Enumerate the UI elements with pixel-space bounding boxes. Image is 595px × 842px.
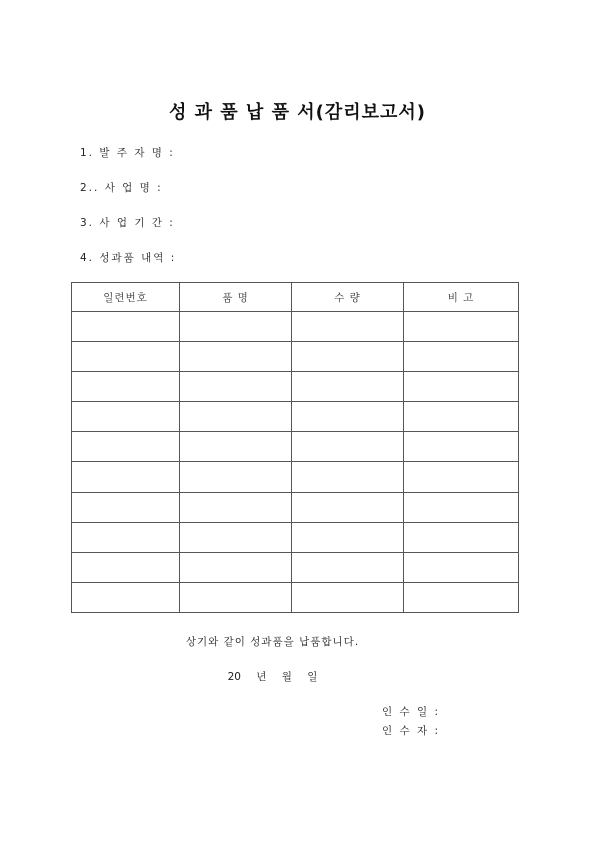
table-row (72, 582, 519, 612)
serial-number-header: 일련번호 (72, 283, 180, 312)
deliverables-table (71, 282, 519, 613)
table-cell[interactable] (72, 312, 180, 342)
table-row (72, 492, 519, 522)
table-cell[interactable] (180, 522, 292, 552)
table-cell[interactable] (180, 462, 292, 492)
table-cell[interactable] (292, 432, 404, 462)
table-cell[interactable] (180, 402, 292, 432)
table-cell[interactable] (404, 582, 519, 612)
project-period-field: 3. 사 업 기 간 : (80, 217, 175, 229)
table-row (72, 522, 519, 552)
table-row (72, 552, 519, 582)
table-cell[interactable] (180, 432, 292, 462)
remarks-header: 비 고 (404, 283, 519, 312)
table-cell[interactable] (404, 312, 519, 342)
table-cell[interactable] (72, 402, 180, 432)
table-cell[interactable] (292, 582, 404, 612)
table-cell[interactable] (404, 552, 519, 582)
table-cell[interactable] (180, 342, 292, 372)
table-cell[interactable] (292, 372, 404, 402)
table-row (72, 402, 519, 432)
table-row (72, 312, 519, 342)
table-cell[interactable] (72, 342, 180, 372)
table-cell[interactable] (404, 372, 519, 402)
table-cell[interactable] (72, 432, 180, 462)
table-row (72, 372, 519, 402)
project-name-field: 2.. 사 업 명 : (80, 182, 163, 194)
table-cell[interactable] (404, 342, 519, 372)
table-row (72, 462, 519, 492)
table-cell[interactable] (404, 522, 519, 552)
table-cell[interactable] (72, 522, 180, 552)
table-cell[interactable] (292, 312, 404, 342)
item-name-header: 품 명 (180, 283, 292, 312)
receiver-field: 인 수 자 : (382, 725, 440, 737)
table-cell[interactable] (180, 552, 292, 582)
table-cell[interactable] (292, 402, 404, 432)
table-cell[interactable] (72, 582, 180, 612)
table-cell[interactable] (404, 492, 519, 522)
table-row (72, 342, 519, 372)
table-cell[interactable] (292, 492, 404, 522)
table-cell[interactable] (180, 372, 292, 402)
table-cell[interactable] (72, 462, 180, 492)
table-cell[interactable] (180, 312, 292, 342)
table-cell[interactable] (404, 462, 519, 492)
table-cell[interactable] (72, 372, 180, 402)
delivery-statement: 상기와 같이 성과품을 납품합니다. (185, 636, 360, 648)
table-cell[interactable] (180, 492, 292, 522)
quantity-header: 수 량 (292, 283, 404, 312)
table-row (72, 432, 519, 462)
table-cell[interactable] (72, 492, 180, 522)
table-cell[interactable] (292, 552, 404, 582)
orderer-field: 1. 발 주 자 명 : (80, 147, 175, 159)
receipt-date-field: 인 수 일 : (382, 706, 440, 718)
date-line: 20 년 월 일 (227, 671, 318, 683)
table-cell[interactable] (404, 402, 519, 432)
table-cell[interactable] (292, 462, 404, 492)
deliverables-field: 4. 성과품 내역 : (80, 252, 177, 264)
table-cell[interactable] (180, 582, 292, 612)
table-cell[interactable] (292, 522, 404, 552)
table-cell[interactable] (404, 432, 519, 462)
document-title: 성 과 품 납 품 서(감리보고서) (168, 102, 427, 123)
table-header-row (72, 283, 519, 312)
table-cell[interactable] (292, 342, 404, 372)
table-cell[interactable] (72, 552, 180, 582)
